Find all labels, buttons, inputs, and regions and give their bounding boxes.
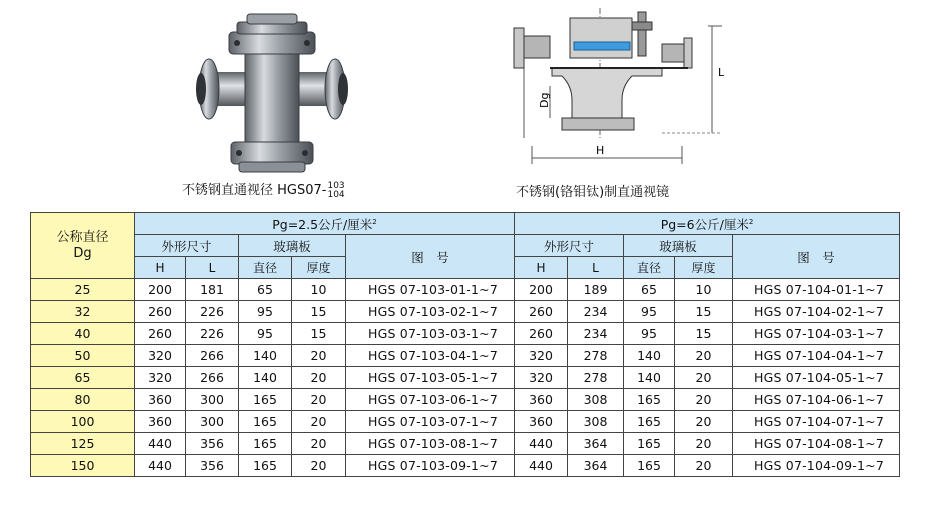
l-cell: 226	[186, 323, 239, 345]
glass-plate-header-1: 玻璃板	[239, 235, 346, 257]
group2-title: Pg=6公斤/厘米	[660, 216, 749, 232]
group2-sup: 2	[748, 217, 754, 226]
thickness-cell: 15	[675, 323, 733, 345]
drawing-no-cell: HGS 07-104-09-1~7	[733, 455, 900, 477]
model-fraction	[327, 182, 344, 200]
diameter-cell: 95	[624, 301, 675, 323]
h-cell: 360	[515, 389, 568, 411]
h-cell: 320	[135, 345, 186, 367]
drawing-no-cell: HGS 07-104-02-1~7	[733, 301, 900, 323]
col-diameter-1: 直径	[239, 257, 292, 279]
col-l-1: L	[186, 257, 239, 279]
diameter-cell: 95	[624, 323, 675, 345]
thickness-cell: 10	[292, 279, 346, 301]
col-thickness-1: 厚度	[292, 257, 346, 279]
diameter-cell: 165	[624, 411, 675, 433]
thickness-cell: 20	[292, 455, 346, 477]
glass-plate-header-2: 玻璃板	[624, 235, 733, 257]
l-cell: 364	[568, 455, 624, 477]
table-row	[31, 455, 900, 477]
h-cell: 320	[515, 345, 568, 367]
h-cell: 440	[135, 433, 186, 455]
diameter-cell: 140	[239, 367, 292, 389]
l-cell: 266	[186, 345, 239, 367]
diameter-cell: 165	[624, 455, 675, 477]
diameter-cell: 95	[239, 323, 292, 345]
l-cell: 234	[568, 301, 624, 323]
table-row	[31, 323, 900, 345]
drawing-no-cell: HGS 07-104-06-1~7	[733, 389, 900, 411]
h-cell: 440	[515, 455, 568, 477]
fraction-bottom: 104	[327, 189, 345, 200]
drawing-no-cell: HGS 07-103-06-1~7	[346, 389, 515, 411]
dg-cell: 40	[31, 323, 135, 345]
drawing-no-cell: HGS 07-104-04-1~7	[733, 345, 900, 367]
drawing-no-cell: HGS 07-103-07-1~7	[346, 411, 515, 433]
thickness-cell: 15	[675, 301, 733, 323]
nominal-diameter-label: 公称直径	[56, 229, 109, 245]
diameter-cell: 65	[624, 279, 675, 301]
photo-caption	[182, 179, 345, 200]
group2-header	[515, 213, 900, 235]
thickness-cell: 20	[675, 411, 733, 433]
drawing-label-h: H	[596, 144, 605, 157]
dg-label: Dg	[73, 245, 92, 261]
diameter-cell: 165	[239, 433, 292, 455]
group1-header	[135, 213, 515, 235]
l-cell: 356	[186, 455, 239, 477]
dg-cell: 50	[31, 345, 135, 367]
thickness-cell: 20	[675, 433, 733, 455]
drawing-no-cell: HGS 07-103-01-1~7	[346, 279, 515, 301]
l-cell: 226	[186, 301, 239, 323]
table-row	[31, 279, 900, 301]
l-cell: 300	[186, 389, 239, 411]
h-cell: 440	[515, 433, 568, 455]
l-cell: 364	[568, 433, 624, 455]
nominal-diameter-header	[31, 213, 135, 279]
photo-caption-text: 不锈钢直通视径 HGS07-	[182, 183, 327, 198]
h-cell: 360	[135, 411, 186, 433]
diameter-cell: 165	[624, 389, 675, 411]
drawing-no-cell: HGS 07-103-02-1~7	[346, 301, 515, 323]
thickness-cell: 20	[292, 433, 346, 455]
outline-size-header-1: 外形尺寸	[135, 235, 239, 257]
drawing-no-cell: HGS 07-104-01-1~7	[733, 279, 900, 301]
thickness-cell: 20	[675, 455, 733, 477]
l-cell: 234	[568, 323, 624, 345]
col-h-1: H	[135, 257, 186, 279]
diameter-cell: 65	[239, 279, 292, 301]
outline-size-header-2: 外形尺寸	[515, 235, 624, 257]
section-drawing	[512, 8, 742, 170]
thickness-cell: 20	[675, 389, 733, 411]
thickness-cell: 20	[292, 367, 346, 389]
thickness-cell: 20	[292, 411, 346, 433]
dg-cell: 80	[31, 389, 135, 411]
l-cell: 278	[568, 345, 624, 367]
dg-cell: 100	[31, 411, 135, 433]
col-diameter-2: 直径	[624, 257, 675, 279]
drawing-no-cell: HGS 07-104-08-1~7	[733, 433, 900, 455]
h-cell: 260	[135, 301, 186, 323]
l-cell: 308	[568, 389, 624, 411]
h-cell: 260	[515, 301, 568, 323]
diameter-cell: 140	[624, 367, 675, 389]
dg-cell: 32	[31, 301, 135, 323]
diameter-cell: 140	[624, 345, 675, 367]
dg-cell: 25	[31, 279, 135, 301]
drawing-no-cell: HGS 07-104-07-1~7	[733, 411, 900, 433]
h-cell: 360	[515, 411, 568, 433]
h-cell: 440	[135, 455, 186, 477]
thickness-cell: 20	[292, 345, 346, 367]
drawing-no-cell: HGS 07-104-03-1~7	[733, 323, 900, 345]
drawing-no-cell: HGS 07-104-05-1~7	[733, 367, 900, 389]
h-cell: 200	[515, 279, 568, 301]
thickness-cell: 20	[675, 367, 733, 389]
drawing-label-l: L	[718, 66, 725, 79]
h-cell: 260	[515, 323, 568, 345]
l-cell: 181	[186, 279, 239, 301]
thickness-cell: 10	[675, 279, 733, 301]
drawing-no-cell: HGS 07-103-05-1~7	[346, 367, 515, 389]
thickness-cell: 20	[292, 389, 346, 411]
table-row	[31, 389, 900, 411]
drawing-label-dg: Dg	[538, 92, 551, 108]
table-row	[31, 433, 900, 455]
col-thickness-2: 厚度	[675, 257, 733, 279]
group1-sup: 2	[372, 217, 377, 226]
diameter-cell: 165	[624, 433, 675, 455]
table-row	[31, 411, 900, 433]
thickness-cell: 15	[292, 301, 346, 323]
dg-cell: 150	[31, 455, 135, 477]
thickness-cell: 20	[675, 345, 733, 367]
drawing-no-header-2: 图 号	[733, 235, 900, 279]
table-row	[31, 301, 900, 323]
drawing-no-cell: HGS 07-103-08-1~7	[346, 433, 515, 455]
l-cell: 266	[186, 367, 239, 389]
diameter-cell: 165	[239, 411, 292, 433]
h-cell: 320	[135, 367, 186, 389]
drawing-no-cell: HGS 07-103-04-1~7	[346, 345, 515, 367]
drawing-caption: 不锈钢(铬钼钛)制直通视镜	[516, 185, 670, 200]
h-cell: 200	[135, 279, 186, 301]
diameter-cell: 140	[239, 345, 292, 367]
diameter-cell: 95	[239, 301, 292, 323]
fraction-top: 103	[327, 180, 345, 191]
group1-title: Pg=2.5公斤/厘米	[272, 216, 373, 232]
col-l-2: L	[568, 257, 624, 279]
h-cell: 320	[515, 367, 568, 389]
drawing-no-cell: HGS 07-103-03-1~7	[346, 323, 515, 345]
table-row	[31, 345, 900, 367]
l-cell: 300	[186, 411, 239, 433]
product-photo	[187, 10, 357, 175]
drawing-no-header-1: 图 号	[346, 235, 515, 279]
drawing-no-cell: HGS 07-103-09-1~7	[346, 455, 515, 477]
diameter-cell: 165	[239, 389, 292, 411]
h-cell: 260	[135, 323, 186, 345]
dg-cell: 125	[31, 433, 135, 455]
l-cell: 278	[568, 367, 624, 389]
spec-table	[30, 212, 900, 477]
h-cell: 360	[135, 389, 186, 411]
l-cell: 308	[568, 411, 624, 433]
thickness-cell: 15	[292, 323, 346, 345]
diameter-cell: 165	[239, 455, 292, 477]
dg-cell: 65	[31, 367, 135, 389]
table-row	[31, 367, 900, 389]
l-cell: 356	[186, 433, 239, 455]
l-cell: 189	[568, 279, 624, 301]
col-h-2: H	[515, 257, 568, 279]
spec-table-body	[31, 279, 900, 477]
